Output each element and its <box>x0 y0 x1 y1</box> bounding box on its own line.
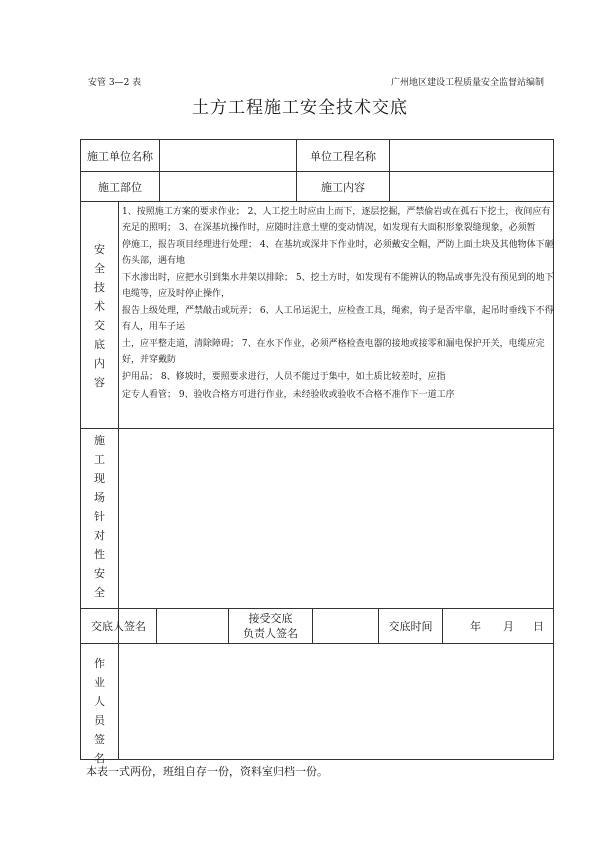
footer-note: 本表一式两份，班组自存一份，资料室归档一份。 <box>86 765 328 778</box>
site-specific-field[interactable] <box>119 429 553 608</box>
label-char: 性 <box>94 548 105 561</box>
label-char: 全 <box>94 586 105 599</box>
safety-paragraph: 1、按照施工方案的要求作业； 2、人工挖土时应由上而下，逐层挖掘，严禁偷岩或在孤石下挖土，夜间应有充足的照明； 3、在深基坑操作时，应随时注意土壁的变动情况，如发现有大面积形象裂缝现象，必须暂 <box>122 207 551 233</box>
construction-content-field[interactable] <box>390 172 553 201</box>
receiver-label-line2: 负责人签名 <box>243 627 298 640</box>
safety-paragraph: 停施工，报告项目经理进行处理； 4、在基坑或深井下作业时，必须戴安全帽，严防上面土块及其他物体下砸伤头部，遇有地 <box>122 240 554 266</box>
table-rule <box>80 759 554 760</box>
receiver-label-line1: 接受交底 <box>248 612 293 625</box>
label-char: 场 <box>94 491 105 504</box>
label-char: 内 <box>94 357 105 370</box>
year-label: 年 <box>470 620 481 633</box>
label-char: 底 <box>94 338 105 351</box>
label-char: 业 <box>94 676 105 689</box>
construction-unit-label: 施工单位名称 <box>87 149 153 163</box>
label-char: 安 <box>94 567 105 580</box>
receiver-label <box>229 609 312 643</box>
day-label: 日 <box>533 620 544 633</box>
safety-tech-label <box>81 240 118 392</box>
safety-paragraph: 报告上级处理，严禁敲击或玩弄； 6、人工吊运泥土，应检查工具，绳索，钩子是否牢靠，起吊时垂线下不得有人，用车子运 <box>122 306 554 332</box>
safety-content <box>122 205 554 405</box>
label-char: 容 <box>94 376 105 389</box>
construction-content-label: 施工内容 <box>321 180 365 194</box>
safety-paragraph: 护用品； 8、修坡时，要照要求进行，人员不能过于集中，如土质比较差时，应指 <box>122 372 446 382</box>
label-char: 安 <box>94 243 105 256</box>
safety-paragraph: 下水渗出时，应把水引到集水井架以排除； 5、挖土方时，如发现有不能辨认的物品或事先没有预见到的地下电缆等，应及时停止操作， <box>122 273 554 299</box>
project-name-field[interactable] <box>390 140 553 171</box>
label-char: 签 <box>94 733 105 746</box>
handover-date-field[interactable] <box>443 609 553 643</box>
label-char: 工 <box>94 453 105 466</box>
site-specific-label <box>81 431 118 602</box>
issuer-text: 广州地区建设工程质量安全监督站编制 <box>390 78 544 88</box>
handover-person-signature[interactable] <box>157 609 228 643</box>
handover-person-label: 交底人签名 <box>91 620 146 633</box>
handover-time-label: 交底时间 <box>388 620 433 633</box>
label-char: 对 <box>94 529 105 542</box>
label-char: 名 <box>94 752 105 765</box>
label-char: 现 <box>94 472 105 485</box>
safety-paragraph: 土，应平整走道，清除障碍； 7、在水下作业，必须严格检查电器的接地或接零和漏电保护开关，电缆应完好，并穿戴防 <box>122 339 545 365</box>
label-char: 针 <box>94 510 105 523</box>
construction-part-label: 施工部位 <box>98 180 142 194</box>
construction-part-field[interactable] <box>160 172 296 201</box>
label-char: 作 <box>94 657 105 670</box>
workers-signature-field[interactable] <box>119 644 553 759</box>
construction-unit-field[interactable] <box>160 140 296 171</box>
receiver-signature[interactable] <box>313 609 378 643</box>
project-name-label: 单位工程名称 <box>310 149 376 163</box>
label-char: 术 <box>94 300 105 313</box>
workers-label <box>81 654 118 768</box>
label-char: 技 <box>94 281 105 294</box>
safety-paragraph: 定专人看管； 9、验收合格方可进行作业，未经验收或验收不合格不准作下一道工序 <box>122 389 455 400</box>
label-char: 全 <box>94 262 105 275</box>
label-char: 施 <box>94 434 105 447</box>
page-title: 土方工程施工安全技术交底 <box>192 98 408 118</box>
label-char: 人 <box>94 695 105 708</box>
form-code: 安管 3—2 表 <box>88 78 142 88</box>
table-rule <box>80 201 554 202</box>
label-char: 员 <box>94 714 105 727</box>
label-char: 交 <box>94 319 105 332</box>
month-label: 月 <box>503 620 514 633</box>
